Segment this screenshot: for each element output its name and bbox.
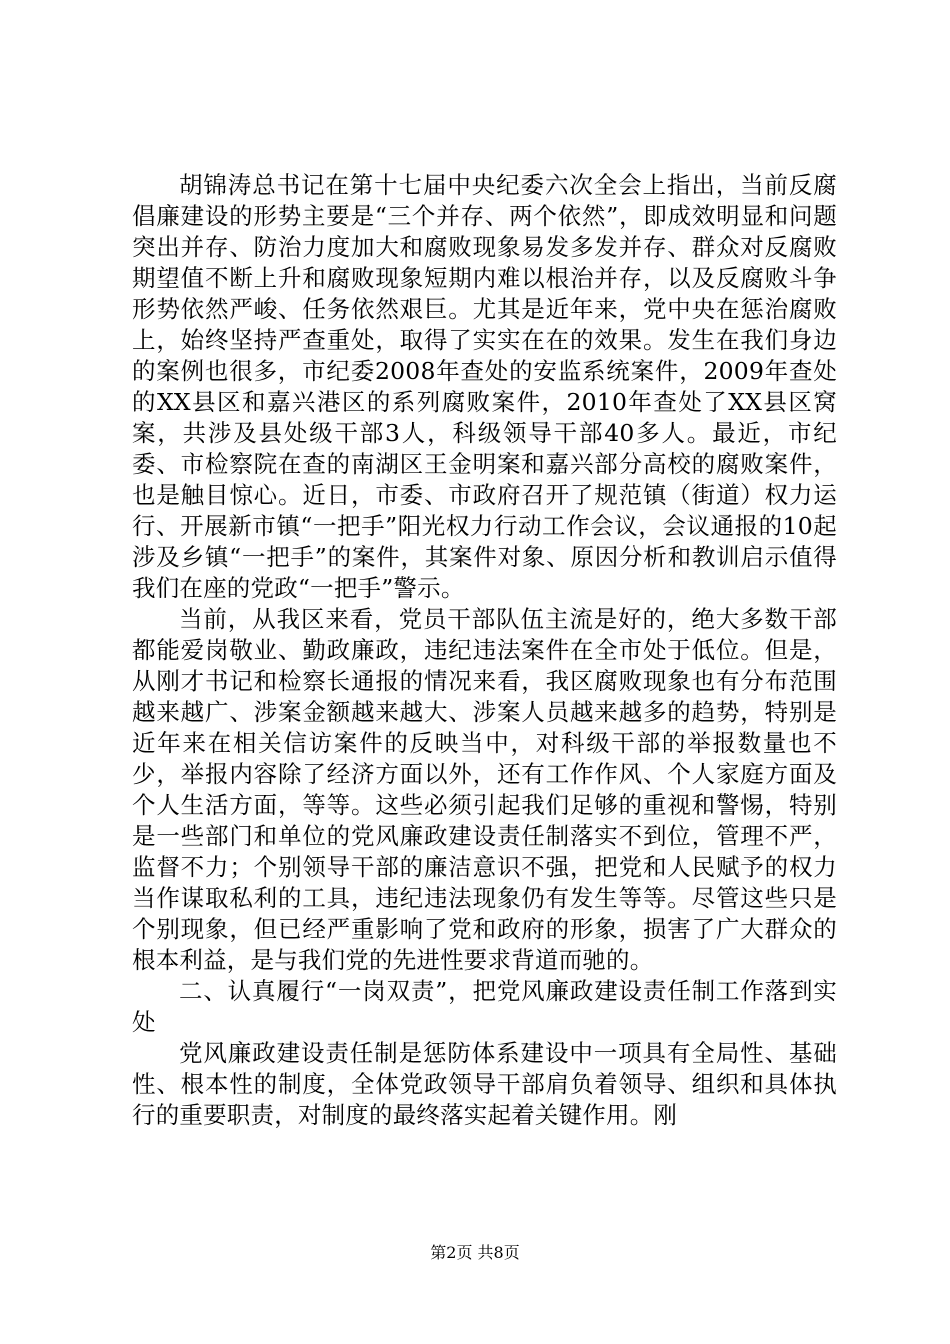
document-body bbox=[132, 170, 837, 1131]
section-heading: 二、认真履行“一岗双责”，把党风廉政建设责任制工作落到实处 bbox=[132, 977, 837, 1036]
paragraph-2: 当前，从我区来看，党员干部队伍主流是好的，绝大多数干部都能爱岗敬业、勤政廉政，违纪违法案件在全市处于低位。但是，从刚才书记和检察长通报的情况来看，我区腐败现象也有分布范围越来越广、涉案金额越来越大、涉案人员越来越多的趋势，特别是近年来在相关信访案件的反映当中，对科级干部的举报数量也不少，举报内容除了经济方面以外，还有工作作风、个人家庭方面及个人生活方面，等等。这些必须引起我们足够的重视和警惕，特别是一些部门和单位的党风廉政建设责任制落实不到位，管理不严，监督不力；个别领导干部的廉洁意识不强，把党和人民赋予的权力当作谋取私利的工具，违纪违法现象仍有发生等等。尽管这些只是个别现象，但已经严重影响了党和政府的形象，损害了广大群众的根本利益，是与我们党的先进性要求背道而驰的。 bbox=[132, 605, 837, 974]
paragraph-3: 党风廉政建设责任制是惩防体系建设中一项具有全局性、基础性、根本性的制度，全体党政领导干部肩负着领导、组织和具体执行的重要职责，对制度的最终落实起着关键作用。刚 bbox=[132, 1039, 837, 1129]
page-number-footer: 第2页 共8页 bbox=[430, 1243, 520, 1262]
paragraph-1: 胡锦涛总书记在第十七届中央纪委六次全会上指出，当前反腐倡廉建设的形势主要是“三个并存、两个依然”，即成效明显和问题突出并存、防治力度加大和腐败现象易发多发并存、群众对反腐败期望值不断上升和腐败现象短期内难以根治并存，以及反腐败斗争形势依然严峻、任务依然艰巨。尤其是近年来，党中央在惩治腐败上，始终坚持严查重处，取得了实实在在的效果。发生在我们身边的案例也很多，市纪委2008年查处的安监系统案件，2009年查处的XX县区和嘉兴港区的系列腐败案件，2010年查处了XX县区窝案，共涉及县处级干部3人，科级领导干部40多人。最近，市纪委、市检察院在查的南湖区王金明案和嘉兴部分高校的腐败案件，也是触目惊心。近日，市委、市政府召开了规范镇（街道）权力运行、开展新市镇“一把手”阳光权力行动工作会议，会议通报的10起涉及乡镇“一把手”的案件，其案件对象、原因分析和教训启示值得我们在座的党政“一把手”警示。 bbox=[132, 171, 837, 602]
